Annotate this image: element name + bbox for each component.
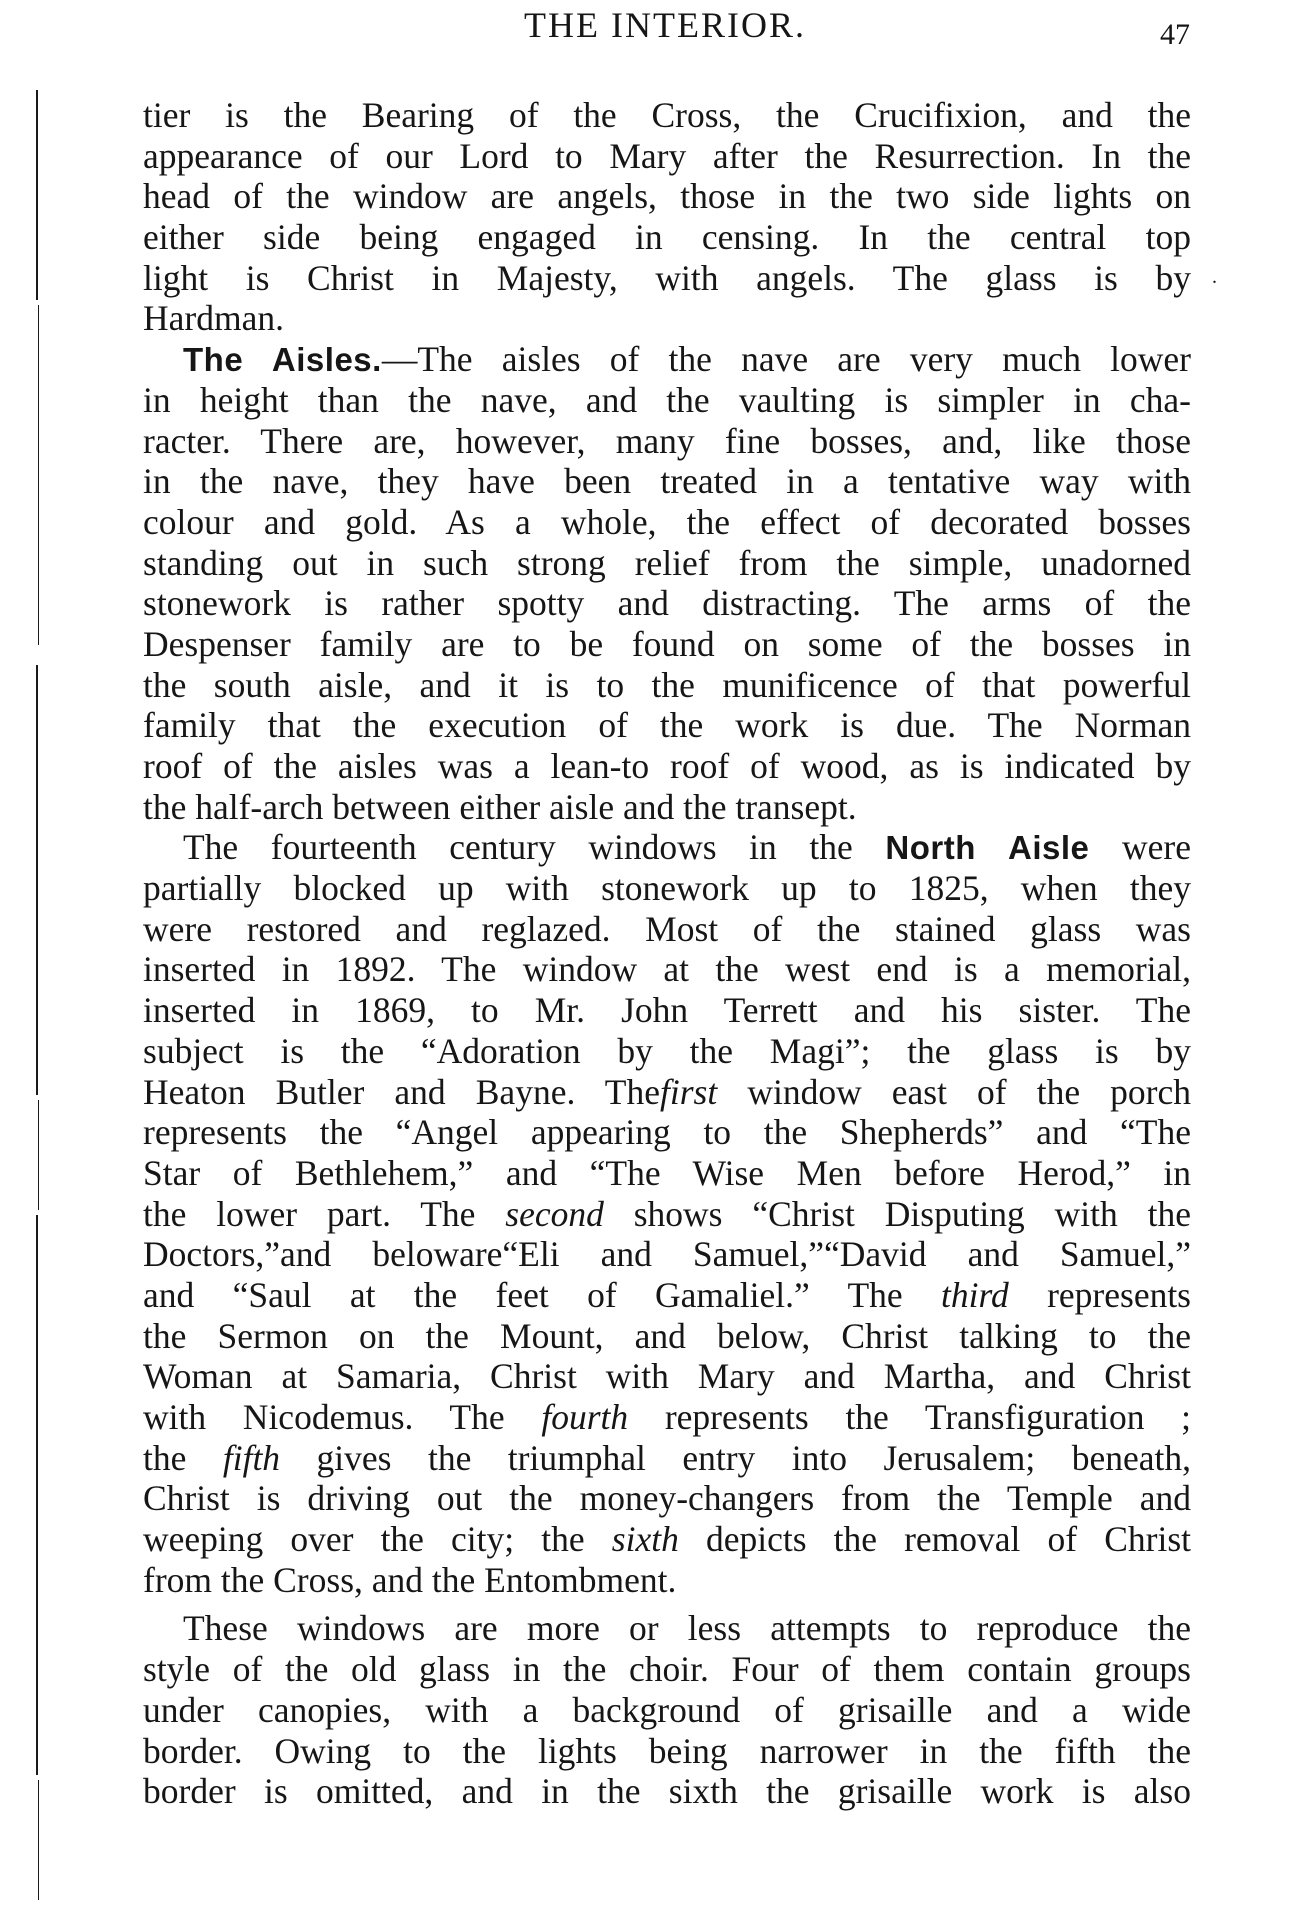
gutter-edge-mark (38, 1100, 39, 1210)
text-line: Despenser family are to be found on some of the bosses in (143, 623, 1191, 664)
text-span: the (143, 1437, 187, 1478)
running-title: THE INTERIOR. (524, 5, 806, 45)
gutter-edge-mark (36, 1215, 38, 1775)
text-line: roof of the aisles was a lean-to roof of wood, as is indicated by (143, 746, 1191, 786)
text-line: partially blocked up with stonework up to 1825, when they (143, 868, 1191, 909)
text-span: were (1122, 827, 1191, 868)
text-line (143, 1072, 1191, 1113)
text-span: shows “Christ Disputing with the (633, 1193, 1191, 1234)
text-line (143, 1438, 1191, 1479)
emphasis: fifth (222, 1437, 281, 1478)
text-line: Hardman. (143, 298, 284, 339)
body-text (143, 95, 1191, 1812)
text-line: tier is the Bearing of the Cross, the Crucifixion, and the (143, 95, 1191, 135)
text-line: standing out in such strong relief from the simple, unadorned (143, 542, 1191, 583)
text-line (143, 339, 1191, 380)
paragraph (143, 339, 1191, 827)
text-line: in height than the nave, and the vaulting is simpler in cha- (143, 379, 1191, 420)
page-number: 47 (1160, 18, 1190, 51)
text-span: the lower part. The (143, 1193, 476, 1234)
text-line: were restored and reglazed. Most of the stained glass was (143, 908, 1191, 949)
text-span: Heaton Butler and Bayne. (143, 1071, 576, 1112)
text-line: appearance of our Lord to Mary after the Resurrection. In the (143, 135, 1191, 176)
text-line: stonework is rather spotty and distracting. The arms of the (143, 583, 1191, 624)
text-line (143, 1194, 1191, 1235)
text-line (143, 1519, 1191, 1560)
text-span: —The aisles of the nave are very much lower (381, 339, 1191, 380)
text-line: the half-arch between either aisle and the transept. (143, 786, 857, 827)
text-span: The fourteenth century windows in the (183, 827, 853, 868)
text-line: inserted in 1892. The window at the west end is a memorial, (143, 949, 1191, 990)
gutter-edge-mark (36, 90, 38, 300)
text-line: racter. There are, however, many fine bosses, and, like those (143, 420, 1191, 461)
text-line: family that the execution of the work is due. The Norman (143, 705, 1191, 746)
text-line: Star of Bethlehem,” and “The Wise Men before Herod,” in (143, 1152, 1191, 1193)
text-span: and “Saul at the feet of Gamaliel.” The (143, 1274, 903, 1315)
text-line: Christ is driving out the money-changers from the Temple and (143, 1478, 1191, 1519)
text-line: These windows are more or less attempts to reproduce the (183, 1608, 1191, 1649)
text-line: in the nave, they have been treated in a tentative way with (143, 461, 1191, 502)
emphasis: sixth (611, 1519, 679, 1560)
text-span: depicts the removal of Christ (705, 1519, 1192, 1560)
text-line: either side being engaged in censing. In the central top (143, 217, 1191, 258)
text-line: subject is the “Adoration by the Magi”; the glass is by (143, 1030, 1191, 1071)
text-span: window east of the porch (747, 1071, 1192, 1112)
text-line: border. Owing to the lights being narrower in the fifth the (143, 1730, 1191, 1771)
text-line: border is omitted, and in the sixth the grisaille work is also (143, 1771, 1191, 1812)
emphasis: third (941, 1274, 1009, 1315)
text-line: light is Christ in Majesty, with angels. The glass is by (143, 257, 1191, 298)
text-span: with Nicodemus. The (143, 1397, 505, 1437)
paragraph (143, 95, 1191, 339)
paragraph (143, 1608, 1191, 1811)
text-line: inserted in 1869, to Mr. John Terrett and his sister. The (143, 990, 1191, 1031)
paragraph-gap (143, 1600, 1191, 1608)
text-span: gives the triumphal entry into Jerusalem; beneath, (316, 1437, 1192, 1478)
text-line: colour and gold. As a whole, the effect of decorated bosses (143, 501, 1191, 542)
text-line: represents the “Angel appearing to the Shepherds” and “The (143, 1112, 1191, 1153)
text-line (143, 827, 1191, 868)
text-line: head of the window are angels, those in the two side lights on (143, 176, 1191, 217)
emphasis: first (659, 1071, 718, 1112)
gutter-edge-mark (38, 1780, 39, 1900)
text-line: style of the old glass in the choir. Four of them contain groups (143, 1649, 1191, 1690)
emphasis: fourth (541, 1397, 629, 1437)
text-span: represents (1047, 1274, 1192, 1315)
text-line: the south aisle, and it is to the munificence of that powerful (143, 664, 1191, 705)
margin-mark: . (1212, 266, 1217, 288)
gutter-edge-mark (38, 305, 39, 645)
paragraph (143, 827, 1191, 1600)
section-heading: North Aisle (885, 829, 1090, 867)
text-line: Woman at Samaria, Christ with Mary and Martha, and Christ (143, 1356, 1191, 1397)
text-line: from the Cross, and the Entombment. (143, 1559, 677, 1600)
text-span: weeping over the city; the (143, 1519, 585, 1560)
text-line (143, 1397, 1191, 1438)
text-line: under canopies, with a background of grisaille and a wide (143, 1689, 1191, 1730)
text-line: the Sermon on the Mount, and below, Christ talking to the (143, 1315, 1191, 1356)
text-span: represents the Transfiguration ; (664, 1397, 1192, 1437)
text-span: The (604, 1071, 660, 1112)
section-heading: The Aisles. (183, 341, 382, 379)
text-line (143, 1275, 1191, 1316)
gutter-edge-mark (36, 665, 38, 1095)
running-head (140, 4, 1190, 58)
text-line: Doctors,”and beloware“Eli and Samuel,”“David and Samuel,” (143, 1234, 1191, 1275)
emphasis: second (505, 1193, 604, 1234)
